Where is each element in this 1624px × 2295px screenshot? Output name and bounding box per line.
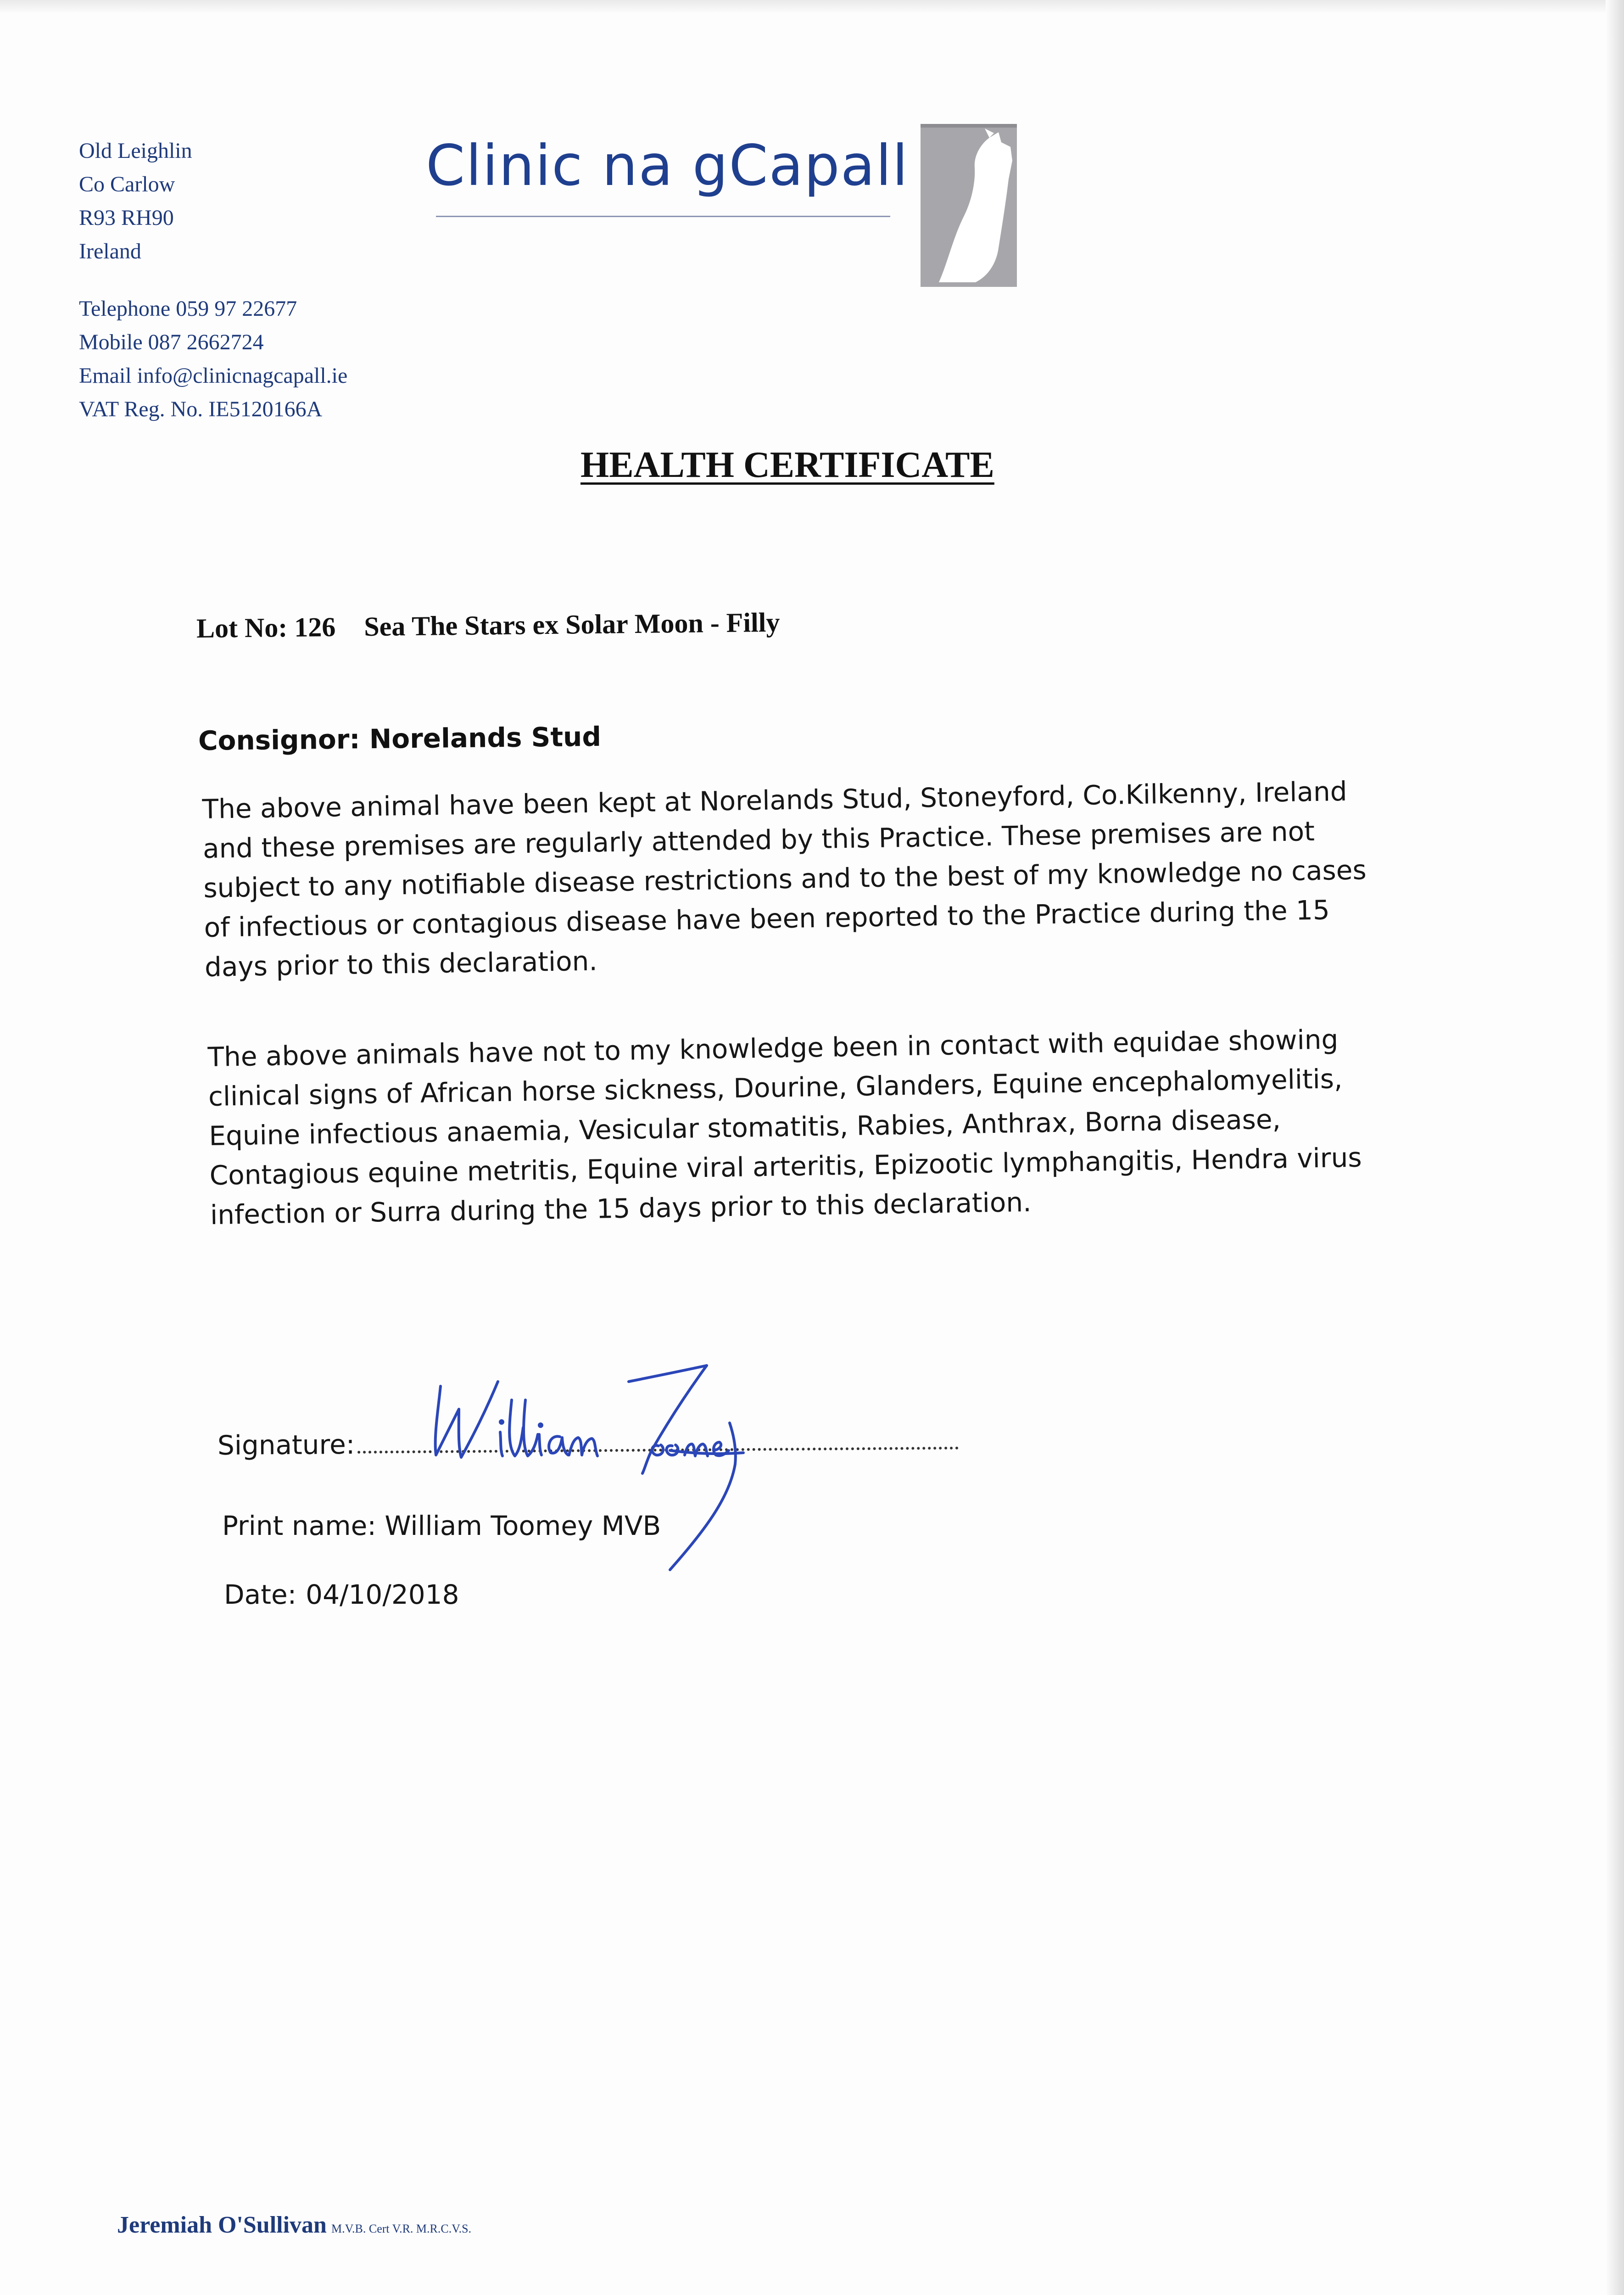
email-line: Email info@clinicnagcapall.ie: [79, 364, 348, 388]
paragraph-line: Contagious equine metritis, Equine viral arteritis, Epizootic lymphangitis, Hendra virus: [209, 1142, 1362, 1191]
logo-underline: [436, 216, 890, 217]
address-line: Ireland: [79, 239, 141, 263]
footer-name: Jeremiah O'Sullivan: [117, 2212, 327, 2238]
handwritten-signature: [413, 1359, 826, 1574]
scan-edge: [0, 0, 1624, 14]
declaration-paragraph-1: [202, 770, 1421, 987]
address-line: Old Leighlin: [79, 139, 192, 163]
address-line: Co Carlow: [79, 172, 175, 196]
paragraph-line: infection or Surra during the 15 days prior to this declaration.: [210, 1186, 1032, 1231]
date-value: 04/10/2018: [306, 1579, 459, 1610]
footer-qualifications: M.V.B. Cert V.R. M.R.C.V.S.: [331, 2222, 472, 2235]
clinic-logo-text: Clinic na gCapall: [426, 133, 909, 198]
declaration-paragraph-2: [207, 1018, 1426, 1235]
letterhead-address: [79, 134, 446, 426]
paragraph-line: and these premises are regularly attended by this Practice. These premises are not: [202, 815, 1315, 864]
paragraph-line: subject to any notifiable disease restrictions and to the best of my knowledge no cases: [203, 854, 1367, 904]
scan-edge-right: [1606, 0, 1624, 2295]
paragraph-line: Equine infectious anaemia, Vesicular stomatitis, Rabies, Anthrax, Borna disease,: [208, 1103, 1281, 1152]
mobile-line: Mobile 087 2662724: [79, 330, 264, 354]
vat-line: VAT Reg. No. IE5120166A: [79, 397, 323, 421]
signature-label: Signature:: [217, 1428, 355, 1461]
lot-title: Sea The Stars ex Solar Moon - Filly: [363, 607, 780, 642]
lot-line: [196, 607, 780, 644]
paragraph-line: The above animals have not to my knowledge been in contact with equidae showing: [207, 1024, 1339, 1073]
paragraph-line: clinical signs of African horse sickness, Dourine, Glanders, Equine encephalomyelitis,: [208, 1063, 1343, 1112]
date-label: Date:: [224, 1579, 297, 1610]
print-name: Print name: William Toomey MVB: [222, 1510, 661, 1541]
lot-number: Lot No: 126: [196, 611, 336, 644]
consignor: Consignor: Norelands Stud: [198, 721, 602, 756]
address-line: R93 RH90: [79, 206, 174, 230]
telephone-line: Telephone 059 97 22677: [79, 297, 297, 321]
horse-head-logo-icon: [921, 124, 1017, 287]
paragraph-line: The above animal have been kept at Norelands Stud, Stoneyford, Co.Kilkenny, Ireland: [202, 775, 1347, 825]
date-line: [224, 1579, 459, 1610]
certificate-title: HEALTH CERTIFICATE: [580, 445, 994, 485]
footer-signatory: [117, 2211, 471, 2239]
paragraph-line: of infectious or contagious disease have been reported to the Practice during the 15: [204, 894, 1330, 943]
paragraph-line: days prior to this declaration.: [204, 945, 598, 983]
